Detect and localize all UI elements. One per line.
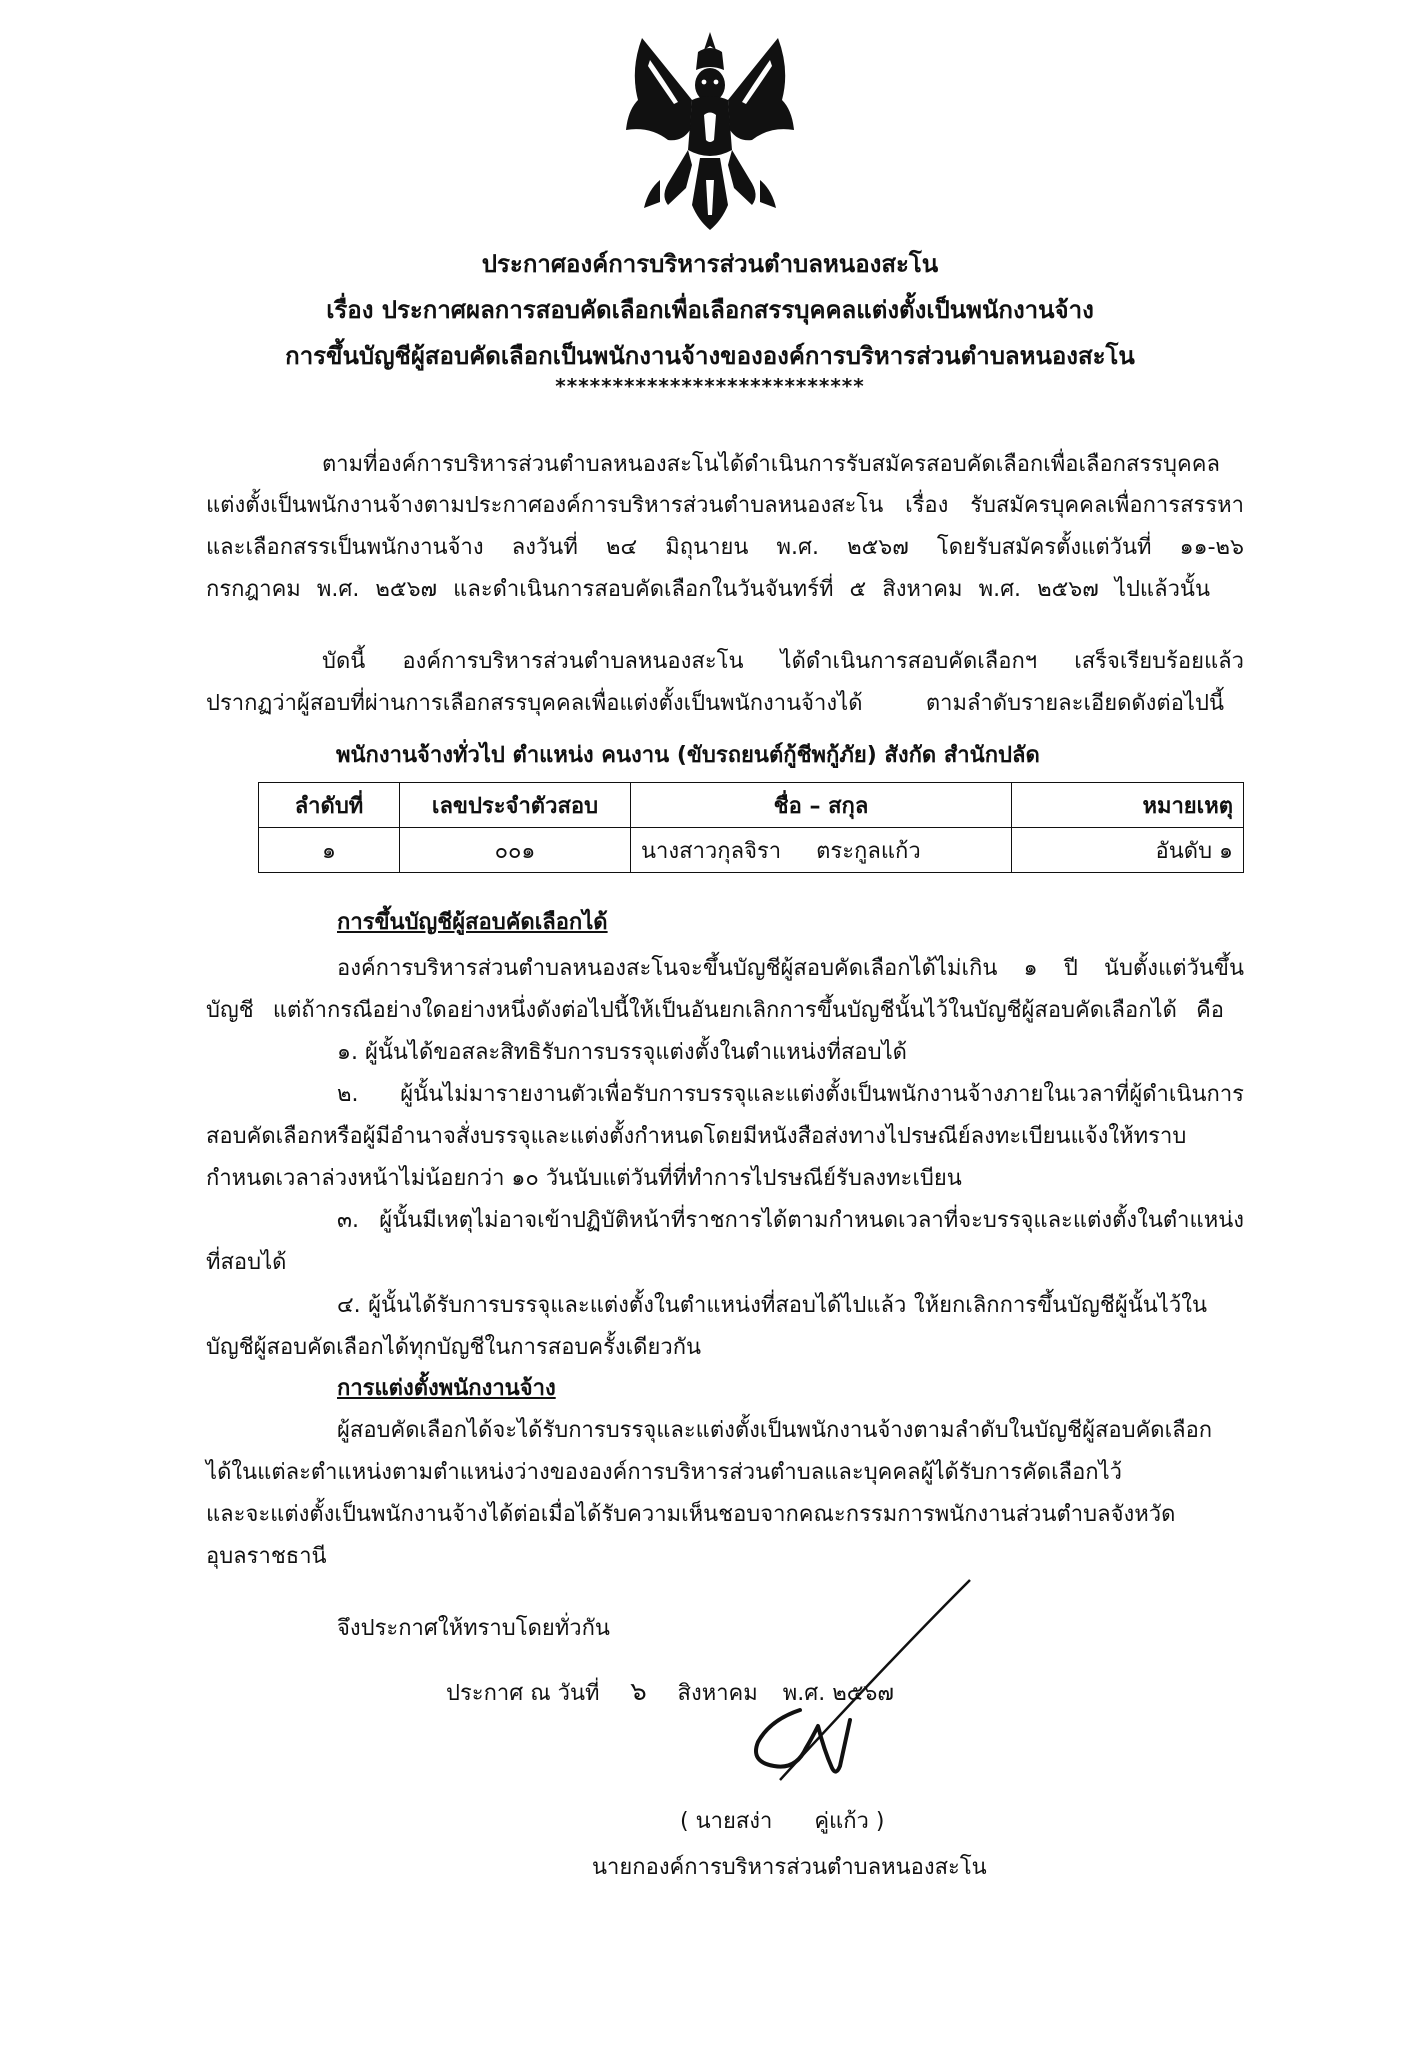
- listing-line-7: ๓. ผู้นั้นมีเหตุไม่อาจเข้าปฏิบัติหน้าที่ราชการได้ตามกำหนดเวลาที่จะบรรจุและแต่งตั้งในตำแหน่ง: [337, 1208, 1244, 1233]
- appointment-heading: การแต่งตั้งพนักงานจ้าง: [337, 1376, 556, 1401]
- announce-statement: จึงประกาศให้ทราบโดยทั่วกัน: [337, 1616, 610, 1641]
- listing-heading: การขึ้นบัญชีผู้สอบคัดเลือกได้: [337, 910, 608, 935]
- listing-line-8: ที่สอบได้: [206, 1250, 287, 1275]
- table-header-order: ลำดับที่: [259, 783, 400, 828]
- table-header-row: [259, 783, 1244, 828]
- listing-line-1: องค์การบริหารส่วนตำบลหนองสะโนจะขึ้นบัญชีผู้สอบคัดเลือกได้ไม่เกิน ๑ ปี นับตั้งแต่วันขึ้น: [337, 956, 1244, 981]
- appointment-line-2: ได้ในแต่ละตำแหน่งตามตำแหน่งว่างขององค์การบริหารส่วนตำบลและบุคคลผู้ได้รับการคัดเลือกไว้: [206, 1460, 1123, 1485]
- appointment-line-3: และจะแต่งตั้งเป็นพนักงานจ้างได้ต่อเมื่อได้รับความเห็นชอบจากคณะกรรมการพนักงานส่วนตำบลจังหวัด: [206, 1502, 1176, 1527]
- announcement-subject: เรื่อง ประกาศผลการสอบคัดเลือกเพื่อเลือกสรรบุคคลแต่งตั้งเป็นพนักงานจ้าง: [326, 296, 1094, 324]
- listing-line-10: บัญชีผู้สอบคัดเลือกได้ทุกบัญชีในการสอบครั้งเดียวกัน: [206, 1335, 702, 1360]
- signature-icon: [740, 1570, 980, 1800]
- result-line-1: บัดนี้ องค์การบริหารส่วนตำบลหนองสะโน ได้ดำเนินการสอบคัดเลือกฯ เสร็จเรียบร้อยแล้ว: [322, 649, 1244, 674]
- signer-title: นายกองค์การบริหารส่วนตำบลหนองสะโน: [592, 1855, 987, 1880]
- listing-line-3: ๑. ผู้นั้นได้ขอสละสิทธิรับการบรรจุแต่งตั้งในตำแหน่งที่สอบได้: [337, 1040, 907, 1065]
- appointment-line-1: ผู้สอบคัดเลือกได้จะได้รับการบรรจุและแต่งตั้งเป็นพนักงานจ้างตามลำดับในบัญชีผู้สอบคัดเลือก: [337, 1418, 1213, 1443]
- result-line-2: ปรากฏว่าผู้สอบที่ผ่านการเลือกสรรบุคคลเพื่อแต่งตั้งเป็นพนักงานจ้างได้ ตามลำดับรายละเอียดดังต่อไปนี้: [206, 691, 1224, 716]
- cell-note: อันดับ ๑: [1012, 828, 1244, 873]
- cell-exam-id: ๐๐๑: [400, 828, 631, 873]
- intro-line-3: และเลือกสรรเป็นพนักงานจ้าง ลงวันที่ ๒๔ มิถุนายน พ.ศ. ๒๕๖๗ โดยรับสมัครตั้งแต่วันที่ ๑๑-๒๖: [206, 535, 1244, 560]
- listing-line-4: ๒. ผู้นั้นไม่มารายงานตัวเพื่อรับการบรรจุและแต่งตั้งเป็นพนักงานจ้างภายในเวลาที่ผู้ดำเนินการ: [337, 1082, 1244, 1107]
- announcement-agency: ประกาศองค์การบริหารส่วนตำบลหนองสะโน: [481, 250, 939, 278]
- position-title: พนักงานจ้างทั่วไป ตำแหน่ง คนงาน (ขับรถยนต์กู้ชีพกู้ภัย) สังกัด สำนักปลัด: [336, 743, 1040, 768]
- listing-line-5: สอบคัดเลือกหรือผู้มีอำนาจสั่งบรรจุและแต่งตั้งกำหนดโดยมีหนังสือส่งทางไปรษณีย์ลงทะเบียนแจ้งให้ทราบ: [206, 1124, 1187, 1149]
- garuda-emblem-icon: [620, 30, 800, 235]
- date-day: ๖: [630, 1677, 647, 1707]
- listing-line-6: กำหนดเวลาล่วงหน้าไม่น้อยกว่า ๑๐ วันนับแต่วันที่ที่ทำการไปรษณีย์รับลงทะเบียน: [206, 1166, 962, 1191]
- table-header-exam-id: เลขประจำตัวสอบ: [400, 783, 631, 828]
- listing-line-2: บัญชี แต่ถ้ากรณีอย่างใดอย่างหนึ่งดังต่อไปนี้ให้เป็นอันยกเลิกการขึ้นบัญชีนั้นไว้ในบัญชีผู้สอบคัดเลือกได้ คือ: [206, 998, 1224, 1023]
- table-header-note: หมายเหตุ: [1012, 783, 1244, 828]
- table-header-name: ชื่อ – สกุล: [631, 783, 1012, 828]
- announcement-subject-2: การขึ้นบัญชีผู้สอบคัดเลือกเป็นพนักงานจ้างขององค์การบริหารส่วนตำบลหนองสะโน: [285, 342, 1135, 370]
- results-table: [258, 782, 1244, 873]
- intro-line-1: ตามที่องค์การบริหารส่วนตำบลหนองสะโนได้ดำเนินการรับสมัครสอบคัดเลือกเพื่อเลือกสรรบุคคล: [322, 452, 1220, 477]
- table-row: [259, 828, 1244, 873]
- listing-line-9: ๔. ผู้นั้นได้รับการบรรจุและแต่งตั้งในตำแหน่งที่สอบได้ไปแล้ว ให้ยกเลิกการขึ้นบัญชีผู้นั้นไว้ใน: [337, 1293, 1207, 1318]
- intro-line-2: แต่งตั้งเป็นพนักงานจ้างตามประกาศองค์การบริหารส่วนตำบลหนองสะโน เรื่อง รับสมัครบุคคลเพื่อการสรรหา: [206, 493, 1244, 518]
- date-month: สิงหาคม: [677, 1681, 758, 1706]
- date-year: พ.ศ. ๒๕๖๗: [782, 1681, 894, 1706]
- appointment-line-4: อุบลราชธานี: [206, 1544, 327, 1569]
- cell-order: ๑: [259, 828, 400, 873]
- header-divider: ***************************: [555, 374, 865, 398]
- cell-name: นางสาวกุลจิรา ตระกูลแก้ว: [631, 828, 1012, 873]
- date-prefix: ประกาศ ณ วันที่: [446, 1681, 600, 1706]
- signer-name: ( นายสง่า คู่แก้ว ): [680, 1809, 885, 1834]
- intro-line-4: กรกฎาคม พ.ศ. ๒๕๖๗ และดำเนินการสอบคัดเลือกในวันจันทร์ที่ ๕ สิงหาคม พ.ศ. ๒๕๖๗ ไปแล้วนั้น: [206, 577, 1210, 602]
